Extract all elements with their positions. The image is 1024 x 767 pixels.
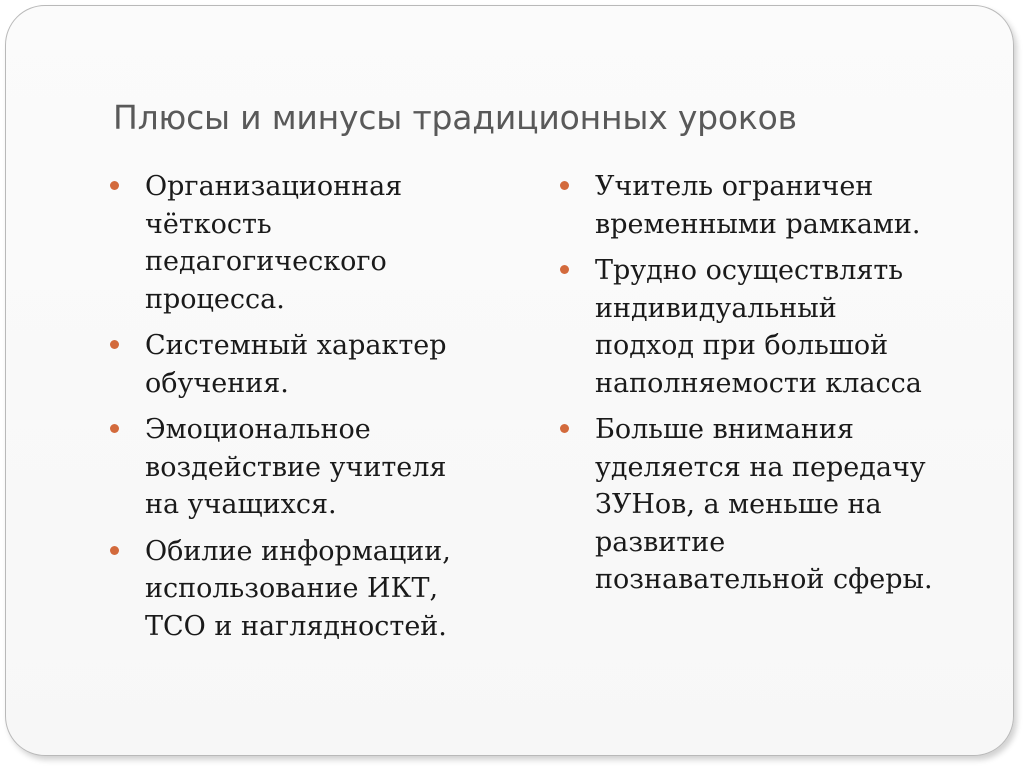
bullet-icon — [110, 181, 119, 190]
bullet-icon — [110, 424, 119, 433]
cons-item-text: Трудно осуществлять индивидуальный подход при большой наполняемости класса — [595, 255, 922, 399]
list-item — [110, 411, 510, 524]
slide-title: Плюсы и минусы традиционных уроков — [113, 98, 797, 137]
pros-list — [110, 168, 510, 654]
bullet-icon — [110, 340, 119, 349]
pros-item-text: Обилие информации, использование ИКТ, ТСО и наглядностей. — [145, 535, 451, 642]
list-item — [560, 411, 980, 599]
bullet-icon — [560, 265, 569, 274]
pros-item-text: Эмоциональное воздействие учителя на учащихся. — [145, 414, 447, 520]
cons-list — [560, 168, 980, 608]
list-item — [110, 533, 510, 646]
list-item — [560, 252, 980, 402]
pros-item-text: Организационная чёткость педагогического процесса. — [145, 171, 403, 315]
pros-item-text: Системный характер обучения. — [145, 330, 447, 399]
bullet-icon — [560, 181, 569, 190]
list-item — [560, 168, 980, 243]
list-item — [110, 168, 510, 318]
bullet-icon — [560, 424, 569, 433]
cons-item-text: Учитель ограничен временными рамками. — [595, 171, 921, 240]
cons-item-text: Больше внимания уделяется на передачу ЗУНов, а меньше на развитие познавательной сферы. — [595, 414, 933, 595]
list-item — [110, 327, 510, 402]
bullet-icon — [110, 546, 119, 555]
